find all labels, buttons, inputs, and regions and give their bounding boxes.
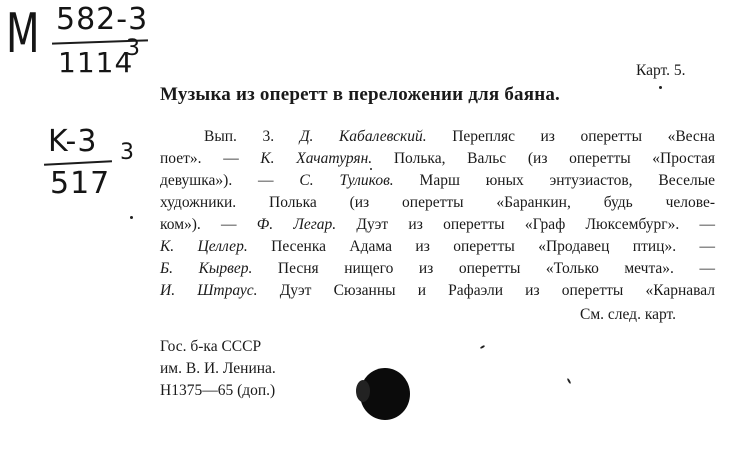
entry-text: девушка»). —	[160, 172, 300, 189]
continuation-note: См. след. карт.	[580, 306, 677, 323]
composer-name: Д. Кабалевский.	[299, 128, 427, 145]
composer-name: К. Хачатурян.	[260, 150, 373, 167]
handwritten-code-bottom-sup: 3	[126, 36, 141, 61]
composer-name: Ф. Легар.	[256, 216, 337, 233]
entry-text: Вып. 3.	[204, 128, 300, 145]
entry-line-5	[160, 216, 715, 234]
handwritten-code-bottom: 1114	[58, 46, 134, 79]
composer-name: И. Штраус.	[160, 282, 258, 299]
entry-text: Марш юных энтузиастов, Веселые	[393, 172, 715, 189]
scan-speck	[567, 378, 572, 384]
entry-line-6	[160, 238, 715, 256]
entry-text: Полька, Вальс (из оперетты «Простая	[372, 150, 715, 167]
scan-speck	[370, 168, 372, 170]
scan-speck	[130, 216, 133, 219]
entry-text: ком»). —	[160, 216, 257, 233]
entry-text: художники. Полька (из оперетты «Баранкин, будь челове-	[160, 194, 715, 211]
composer-name: Б. Кырвер.	[160, 260, 253, 277]
entry-text: Перепляс из оперетты «Весна	[426, 128, 715, 145]
handwritten-left-sup: 3	[120, 140, 135, 165]
composer-name: С. Туликов.	[299, 172, 394, 189]
entry-text: Дуэт из оперетты «Граф Люксембург». —	[336, 216, 715, 233]
card-number: Карт. 5.	[636, 62, 686, 79]
handwritten-code-top: 582-3	[56, 2, 149, 37]
composer-name: К. Целлер.	[160, 238, 248, 255]
handwritten-fraction-bar-left	[44, 160, 112, 166]
entry-line-2	[160, 150, 715, 168]
card-title: Музыка из оперетт в переложении для баяна.	[160, 84, 560, 105]
entry-text: Песня нищего из оперетты «Только мечта». —	[252, 260, 715, 277]
ink-blot-edge	[356, 380, 370, 402]
entry-line-1	[204, 128, 715, 146]
handwritten-left-bottom: 517	[50, 166, 111, 201]
library-code: Н1375—65 (доп.)	[160, 382, 276, 399]
handwritten-left-top: K-3	[48, 124, 98, 159]
entry-text: поет». —	[160, 150, 261, 167]
scan-speck	[480, 345, 485, 349]
entry-text: Дуэт Сюзанны и Рафаэли из оперетты «Карнавал	[257, 282, 716, 299]
entry-line-8	[160, 282, 715, 300]
entry-line-4	[160, 194, 715, 212]
library-name: Гос. б-ка СССР	[160, 338, 262, 355]
handwritten-letter-m: M	[6, 2, 41, 65]
entry-text: Песенка Адама из оперетты «Продавец птиц». —	[247, 238, 715, 255]
library-subname: им. В. И. Ленина.	[160, 360, 276, 377]
scan-speck	[659, 86, 662, 89]
entry-line-7	[160, 260, 715, 278]
entry-line-3	[160, 172, 715, 190]
